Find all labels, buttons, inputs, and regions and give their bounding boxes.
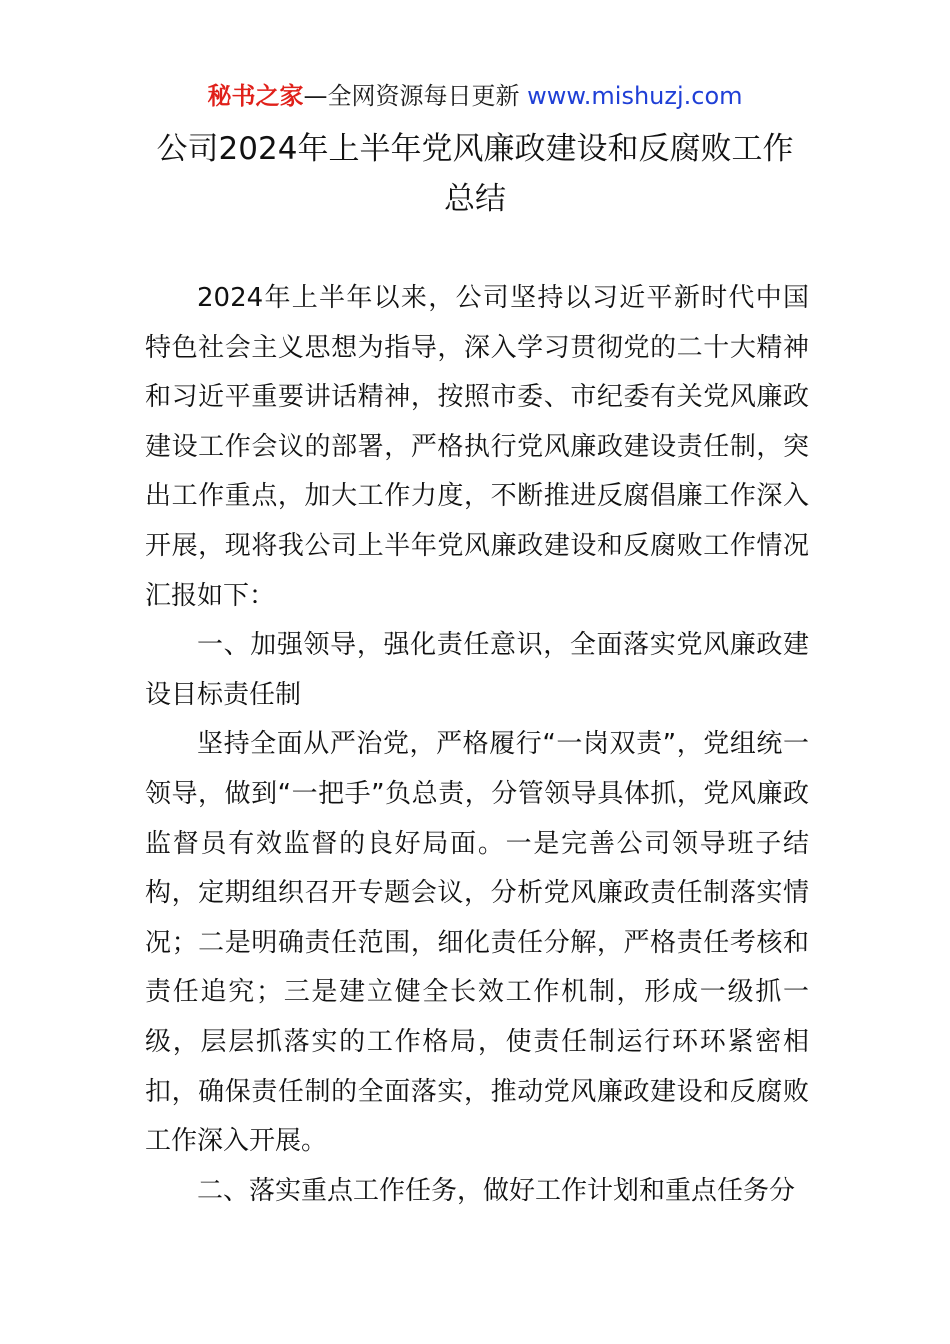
section-heading-2: 二、落实重点工作任务，做好工作计划和重点任务分 xyxy=(197,1175,796,1206)
banner-tagline: —全网资源每日更新 xyxy=(303,82,528,110)
intro-paragraph: 2024年上半年以来，公司坚持以习近平新时代中国特色社会主义思想为指导，深入学习贯彻党的二十大精神和习近平重要讲话精神，按照市委、市纪委有关党风廉政建设工作会议的部署，严格执行党风廉政建设责任制，突出工作重点，加大工作力度，不断推进反腐倡廉工作深入开展，现将我公司上半年党风廉政建设和反腐败工作情况汇报如下： xyxy=(145,283,809,611)
section-1-paragraph: 坚持全面从严治党，严格履行“一岗双责”，党组统一领导，做到“一把手”负总责，分管领导具体抓，党风廉政监督员有效监督的良好局面。一是完善公司领导班子结构，定期组织召开专题会议，分析党风廉政责任制落实情况；二是明确责任范围，细化责任分解，严格责任考核和责任追究；三是建立健全长效工作机制，形成一级抓一级，层层抓落实的工作格局，使责任制运行环环紧密相扣，确保责任制的全面落实，推动党风廉政建设和反腐败工作深入开展。 xyxy=(145,729,809,1157)
title-line-2: 总结 xyxy=(444,181,506,217)
section-heading-1: 一、加强领导，强化责任意识，全面落实党风廉政建设目标责任制 xyxy=(145,630,809,710)
banner-url-link[interactable]: www.mishuzj.com xyxy=(527,82,743,110)
document-title xyxy=(120,124,830,224)
site-banner xyxy=(0,80,950,112)
title-line-1: 公司2024年上半年党风廉政建设和反腐败工作 xyxy=(156,131,794,167)
document-body xyxy=(145,274,809,1216)
brand-name: 秘书之家 xyxy=(207,82,304,110)
